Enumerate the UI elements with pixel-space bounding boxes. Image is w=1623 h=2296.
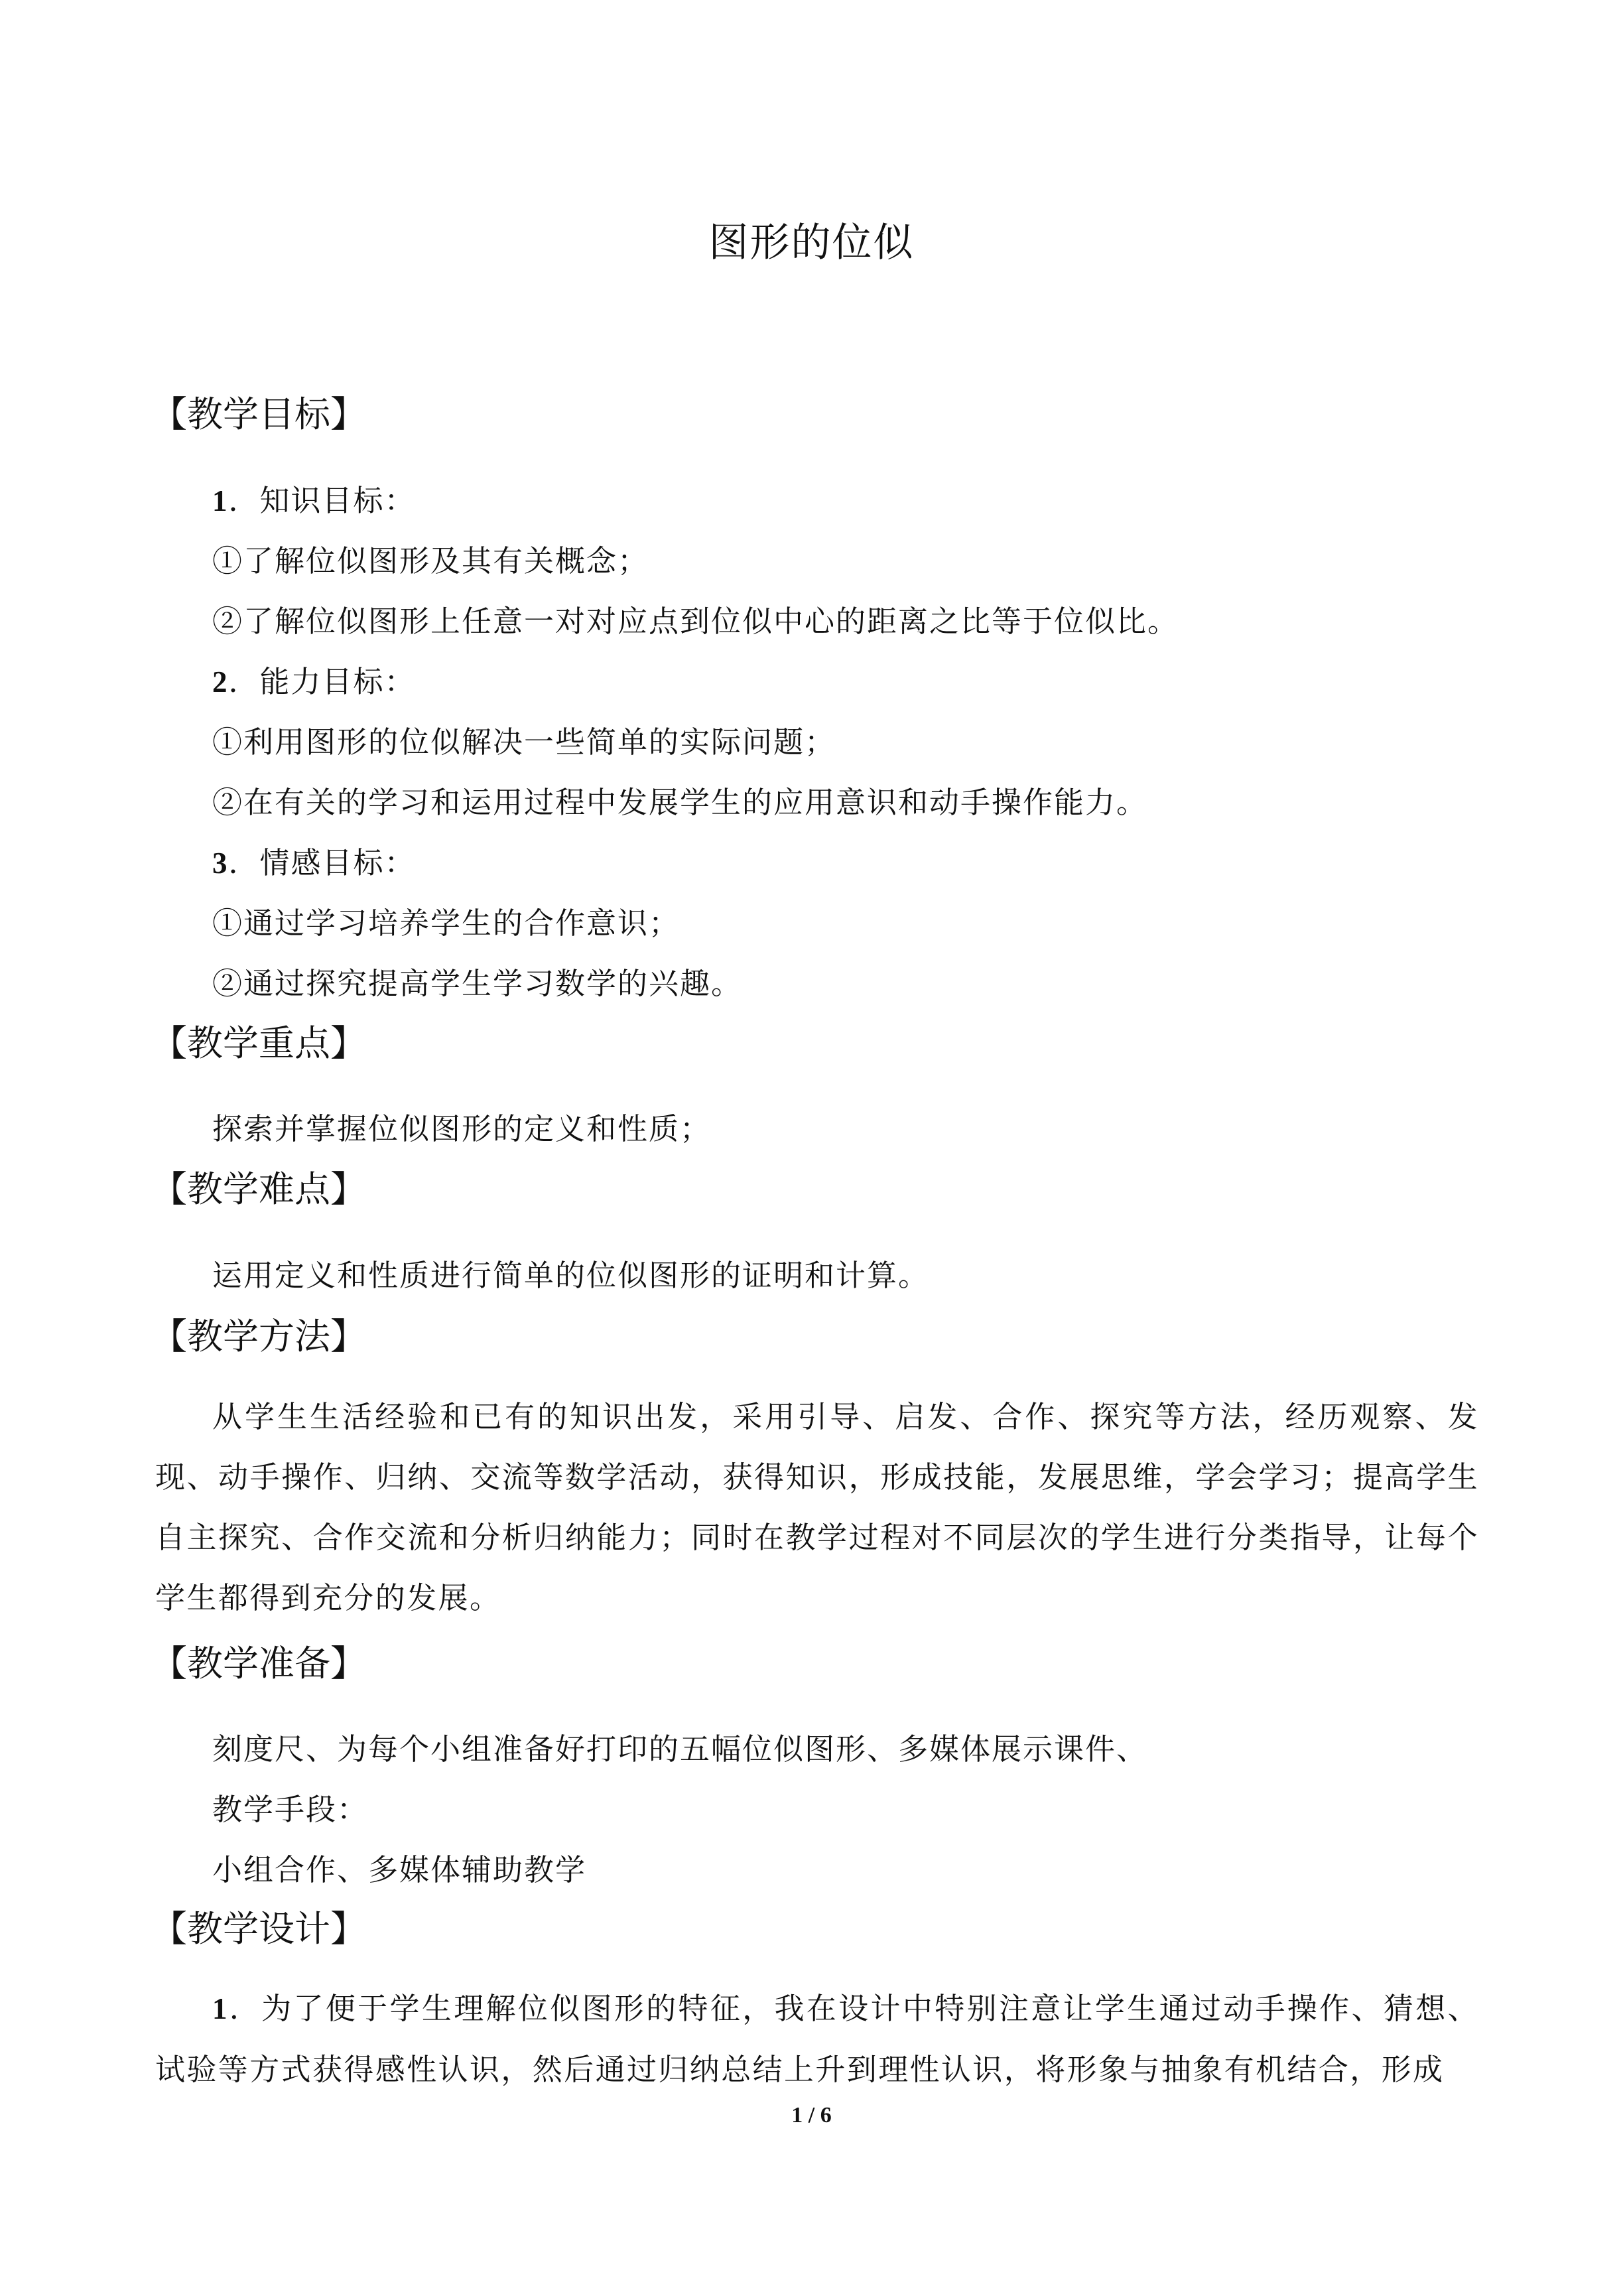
knowledge-objective-label bbox=[212, 476, 416, 519]
section-heading-design: 【教学设计】 bbox=[151, 1908, 366, 1950]
preparation-means: 小组合作、多媒体辅助教学 bbox=[212, 1852, 587, 1887]
knowledge-objective-item: ②了解位似图形上任意一对对应点到位似中心的距离之比等于位似比。 bbox=[212, 604, 1179, 639]
key-points-text: 探索并掌握位似图形的定义和性质； bbox=[212, 1111, 712, 1146]
section-heading-key-points: 【教学重点】 bbox=[151, 1022, 366, 1064]
difficulties-text: 运用定义和性质进行简单的位似图形的证明和计算。 bbox=[212, 1258, 930, 1293]
ability-objective-label bbox=[212, 657, 416, 701]
section-heading-preparation: 【教学准备】 bbox=[151, 1643, 366, 1684]
preparation-materials: 刻度尺、为每个小组准备好打印的五幅位似图形、多媒体展示课件、 bbox=[212, 1731, 1148, 1767]
section-heading-objectives: 【教学目标】 bbox=[151, 393, 366, 435]
section-heading-methods: 【教学方法】 bbox=[151, 1316, 366, 1357]
ability-objective-item: ①利用图形的位似解决一些简单的实际问题； bbox=[212, 724, 836, 760]
preparation-means-label: 教学手段： bbox=[212, 1792, 369, 1827]
list-number: 1 bbox=[212, 1992, 229, 2025]
page-number: 1 / 6 bbox=[791, 2103, 832, 2127]
list-label: ．情感目标： bbox=[228, 845, 416, 880]
list-number: 3 bbox=[212, 846, 229, 880]
document-title: 图形的位似 bbox=[708, 220, 915, 266]
list-label: ．能力目标： bbox=[228, 664, 416, 699]
list-number: 1 bbox=[212, 484, 229, 517]
emotion-objective-label bbox=[212, 839, 416, 882]
methods-paragraph: 从学生生活经验和已有的知识出发，采用引导、启发、合作、探究等方法，经历观察、发现、动手操作、归纳、交流等数学活动，获得知识，形成技能，发展思维，学会学习；提高学生自主探究、合作交流和分析归纳能力；同时在教学过程对不同层次的学生进行分类指导，让每个学生都得到充分的发展。 bbox=[155, 1399, 1479, 1615]
emotion-objective-item: ②通过探究提高学生学习数学的兴趣。 bbox=[212, 966, 743, 1001]
design-paragraph-text: ．为了便于学生理解位似图形的特征，我在设计中特别注意让学生通过动手操作、猜想、试验等方式获得感性认识，然后通过归纳总结上升到理性认识，将形象与抽象有机结合，形成 bbox=[155, 1991, 1479, 2087]
design-paragraph bbox=[155, 1978, 1479, 2100]
emotion-objective-item: ①通过学习培养学生的合作意识； bbox=[212, 906, 681, 941]
section-heading-difficulties: 【教学难点】 bbox=[151, 1168, 366, 1210]
list-label: ．知识目标： bbox=[228, 483, 416, 518]
ability-objective-item: ②在有关的学习和运用过程中发展学生的应用意识和动手操作能力。 bbox=[212, 785, 1148, 820]
list-number: 2 bbox=[212, 665, 229, 699]
knowledge-objective-item: ①了解位似图形及其有关概念； bbox=[212, 543, 649, 578]
